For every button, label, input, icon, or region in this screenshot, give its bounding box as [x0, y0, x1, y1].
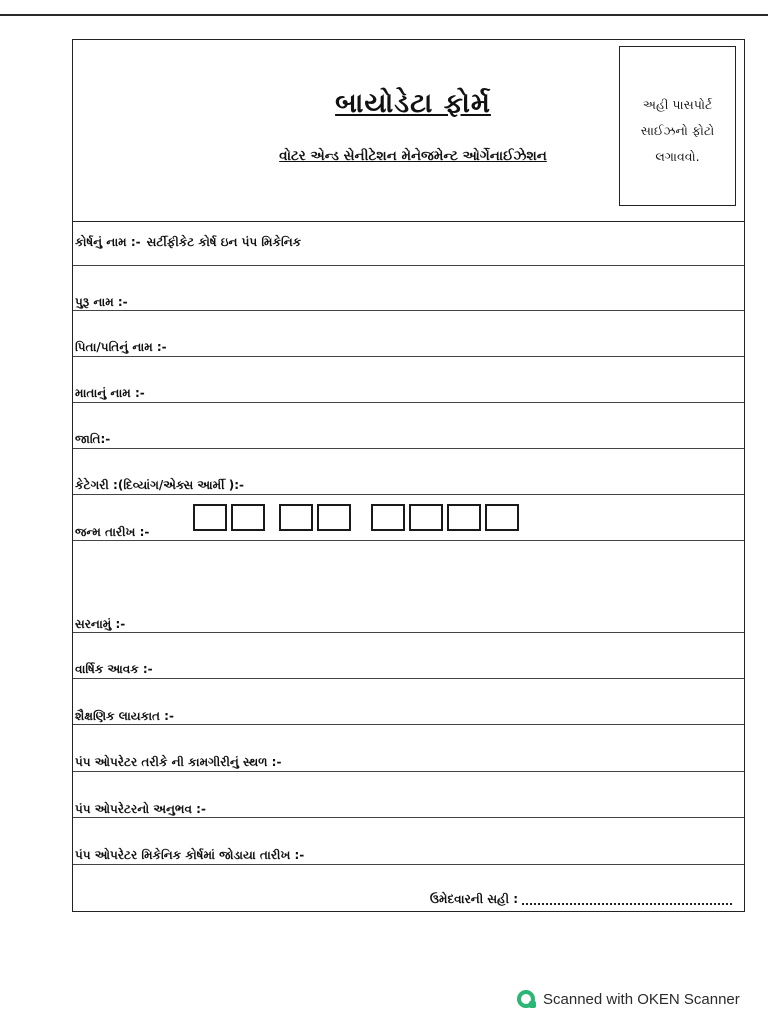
- photo-placeholder-box: [619, 46, 736, 206]
- category-label: કેટેગરી :(દિવ્યાંગ/એક્સ આર્મી ):-: [75, 478, 244, 492]
- education-label: શૈક્ષણિક લાયકાત :-: [75, 709, 174, 723]
- row-category: [73, 449, 744, 495]
- birth-year-box-3[interactable]: [447, 504, 481, 531]
- birth-day-box-2[interactable]: [231, 504, 265, 531]
- row-course-name: [73, 221, 744, 266]
- full-name-label: પુરૂ નામ :-: [75, 295, 128, 309]
- birth-year-box-1[interactable]: [371, 504, 405, 531]
- row-address: [73, 541, 744, 633]
- birth-date-label: જન્મ તારીખ :-: [75, 525, 150, 539]
- mother-name-label: માતાનું નામ :-: [75, 386, 145, 400]
- row-pump-operator-experience: [73, 772, 744, 818]
- birth-month-box-1[interactable]: [279, 504, 313, 531]
- birth-day-box-1[interactable]: [193, 504, 227, 531]
- form-title: બાયોડેટા ફોર્મ: [335, 88, 491, 119]
- birth-year-box-4[interactable]: [485, 504, 519, 531]
- oken-scanner-logo-icon: [517, 990, 535, 1008]
- pump-operator-experience-label: પંપ ઓપરેટરનો અનુભવ :-: [75, 802, 206, 816]
- course-name-label: [75, 235, 301, 250]
- scanner-text: Scanned with OKEN Scanner: [543, 990, 740, 1008]
- row-father-husband-name: [73, 311, 744, 357]
- annual-income-label: વાર્ષિક આવક :-: [75, 662, 153, 676]
- row-caste: [73, 403, 744, 449]
- signature-line[interactable]: [522, 903, 732, 905]
- row-full-name: [73, 266, 744, 311]
- row-course-join-date: [73, 818, 744, 865]
- form-header: [73, 40, 744, 222]
- father-husband-name-label: પિતા/પતિનું નામ :-: [75, 340, 167, 354]
- signature-label: ઉમેદવારની સહી :: [429, 892, 518, 906]
- course-join-date-label: પંપ ઓપરેટર મિકેનિક કોર્ષમાં જોડાયા તારીખ :-: [75, 848, 305, 862]
- form-subtitle: વોટર એન્ડ સેનીટેશન મેનેજમેન્ટ ઓર્ગેનાઈઝેશન: [279, 148, 547, 164]
- candidate-signature: [430, 892, 732, 907]
- row-pump-operator-workplace: [73, 725, 744, 772]
- address-label: સરનામું :-: [75, 617, 126, 631]
- caste-label: જાતિ:-: [75, 432, 111, 446]
- row-annual-income: [73, 633, 744, 679]
- row-birth-date: [73, 495, 744, 541]
- birth-year-box-2[interactable]: [409, 504, 443, 531]
- course-name-value: સર્ટીફીકેટ કોર્ષ ઇન પંપ મિકેનિક: [146, 235, 302, 249]
- biodata-form: [72, 39, 745, 912]
- birth-month-box-2[interactable]: [317, 504, 351, 531]
- pump-operator-workplace-label: પંપ ઓપરેટર તરીકે ની કામગીરીનું સ્થળ :-: [75, 755, 282, 769]
- row-education: [73, 679, 744, 725]
- photo-note: અહી પાસપોર્ટ સાઈઝનો ફોટો લગાવવો.: [640, 97, 715, 164]
- page-top-edge: [0, 14, 768, 16]
- scanner-watermark: [517, 990, 740, 1008]
- row-mother-name: [73, 357, 744, 403]
- course-name-label-text: કોર્ષનું નામ :-: [75, 235, 141, 249]
